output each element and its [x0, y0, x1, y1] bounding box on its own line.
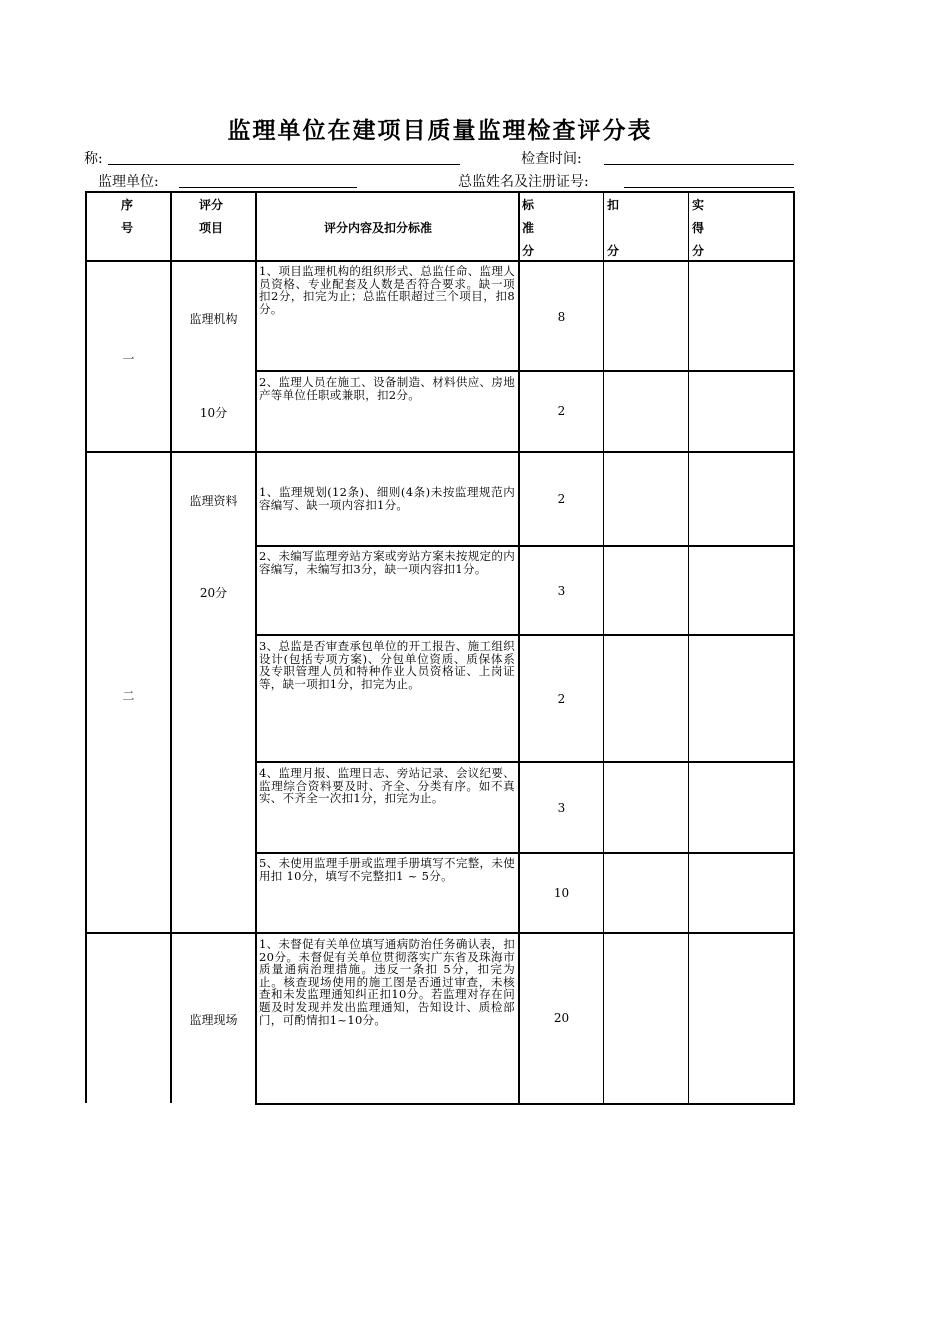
col-standard-3: 分: [522, 244, 535, 258]
section-item: 监理现场: [189, 1013, 238, 1027]
page-title: 监理单位在建项目质量监理检查评分表: [227, 118, 653, 144]
criteria-text: 4、监理月报、监理日志、旁站记录、会议纪要、监理综合资料要及时、齐全、分类有序。如不真实、不齐全一次扣1分，扣完为止。: [259, 766, 515, 806]
col-seq-2: 号: [121, 221, 134, 235]
standard-score: 2: [557, 692, 566, 706]
project-name-label: 称:: [84, 151, 103, 167]
col-deduct-2: 分: [607, 244, 620, 258]
standard-score: 3: [557, 801, 566, 815]
section-seq: 一: [122, 352, 135, 366]
standard-score: 2: [557, 492, 566, 506]
criteria-text: 2、未编写监理旁站方案或旁站方案未按规定的内容编写，未编写扣3分，缺一项内容扣1分。: [259, 549, 515, 576]
standard-score: 3: [557, 584, 566, 598]
inspection-time-label: 检查时间:: [521, 151, 582, 167]
standard-score: 10: [553, 886, 570, 900]
col-actual-3: 分: [692, 244, 705, 258]
criteria-text: 3、总监是否审查承包单位的开工报告、施工组织设计(包括专项方案)、分包单位资质、质保体系及专职管理人员和特种作业人员资格证、上岗证等，缺一项扣1分，扣完为止。: [259, 639, 515, 691]
chief-supervisor-label: 总监姓名及注册证号:: [458, 174, 589, 190]
criteria-text: 1、项目监理机构的组织形式、总监任命、监理人员资格、专业配套及人数是否符合要求。缺一项扣2分，扣完为止；总监任职超过三个项目，扣8分。: [259, 264, 515, 316]
project-name-field[interactable]: [108, 164, 460, 165]
section-total: 20分: [199, 586, 228, 600]
col-seq-1: 序: [121, 198, 134, 212]
supervision-unit-field[interactable]: [179, 187, 357, 188]
col-content: 评分内容及扣分标准: [324, 221, 433, 235]
standard-score: 2: [557, 404, 566, 418]
section-item: 监理资料: [189, 494, 238, 508]
criteria-text: 1、未督促有关单位填写通病防治任务确认表，扣20分。未督促有关单位贯彻落实广东省及珠海市质量通病治理措施。违反一条扣 5分，扣完为止。核查现场使用的施工图是否通过审查，未核查和未发监理通知纠正扣10分。若监理对存在问题及时发现并发出监理通知，告知设计、质检部门，可酌情扣1~10分。: [259, 937, 515, 1027]
col-item-2: 项目: [199, 221, 224, 235]
chief-supervisor-field[interactable]: [624, 187, 794, 188]
standard-score: 20: [553, 1011, 570, 1025]
col-item-1: 评分: [199, 198, 224, 212]
section-seq: 二: [122, 689, 135, 703]
col-actual-2: 得: [692, 221, 705, 235]
criteria-text: 2、监理人员在施工、设备制造、材料供应、房地产等单位任职或兼职，扣2分。: [259, 375, 515, 402]
standard-score: 8: [557, 310, 566, 324]
section-item: 监理机构: [189, 312, 238, 326]
criteria-text: 1、监理规划(12条)、细则(4条)未按监理规范内容编写、缺一项内容扣1分。: [259, 485, 515, 512]
col-deduct-1: 扣: [607, 198, 620, 212]
supervision-unit-label: 监理单位:: [98, 174, 159, 190]
col-standard-2: 准: [522, 221, 535, 235]
inspection-time-field[interactable]: [604, 164, 794, 165]
criteria-text: 5、未使用监理手册或监理手册填写不完整，未使用扣 10分，填写不完整扣1 ~ 5分。: [259, 856, 515, 883]
col-standard-1: 标: [522, 198, 535, 212]
section-total: 10分: [199, 406, 228, 420]
col-actual-1: 实: [692, 198, 705, 212]
